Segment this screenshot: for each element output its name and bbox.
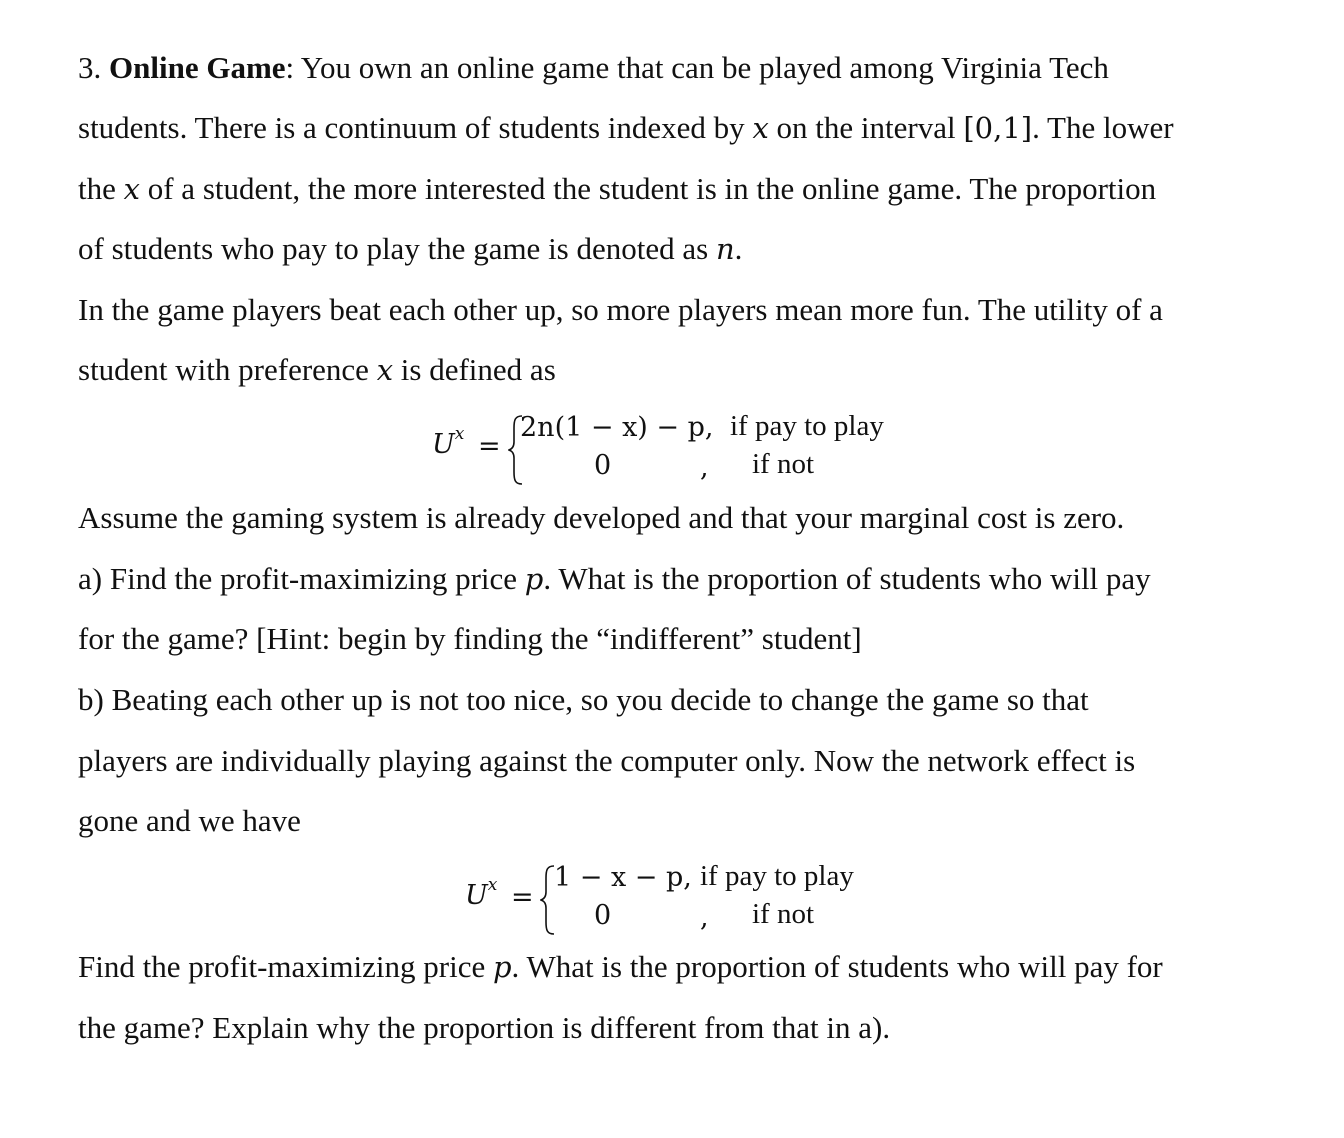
part-b-line-1: b) Beating each other up is not too nice, so you decide to change the game so that — [78, 682, 1089, 717]
problem-line-1: 3. Online Game: You own an online game that can be played among Virginia Tech — [78, 50, 1109, 85]
case1-expression: 1 − x − p, — [554, 862, 692, 893]
problem-title: Online Game — [109, 50, 286, 85]
math-var-p: p — [524, 562, 544, 596]
problem-line-2: students. There is a continuum of students indexed by x on the interval [0,1]. The lower — [78, 110, 1174, 145]
assumption-text: Assume the gaming system is already developed and that your marginal cost is zero. — [78, 500, 1125, 535]
case1-condition: if pay to play — [700, 860, 854, 892]
closing-line-2: the game? Explain why the proportion is different from that in a). — [78, 1010, 891, 1045]
part-b-line-2: players are individually playing against the computer only. Now the network effect is — [78, 743, 1136, 778]
part-b-line-3: gone and we have — [78, 803, 301, 838]
math-var-x: x — [752, 111, 769, 145]
case2-expression: 0 — [594, 900, 612, 931]
case2-separator: , — [700, 902, 709, 933]
problem-line-5: In the game players beat each other up, so more players mean more fun. The utility of a — [78, 292, 1163, 327]
problem-number: 3. — [78, 50, 109, 85]
equation-lhs: $U^x$ — [465, 875, 498, 911]
equation-equals: = — [478, 431, 501, 462]
problem-line-6: student with preference x is defined as — [78, 352, 556, 387]
math-var-p: p — [492, 950, 512, 984]
math-interval: [0,1] — [963, 111, 1033, 145]
math-var-x: x — [123, 172, 140, 206]
closing-line-1: Find the profit-maximizing price p. What is the proportion of students who will pay for — [78, 949, 1163, 984]
part-a-line-1: a) Find the profit-maximizing price p. What is the proportion of students who will pay — [78, 561, 1151, 596]
case2-condition: if not — [752, 898, 815, 930]
problem-line-3: the x of a student, the more interested the student is in the online game. The proportion — [78, 171, 1157, 206]
equation-equals: = — [511, 882, 534, 913]
case2-condition: if not — [752, 448, 815, 480]
equation-lhs: $U^x$ — [432, 424, 465, 460]
problem-line-4: of students who pay to play the game is denoted as n. — [78, 231, 743, 266]
case2-expression: 0 — [594, 450, 612, 481]
case1-condition: if pay to play — [730, 410, 884, 442]
math-var-x: x — [376, 353, 394, 387]
case2-separator: , — [700, 452, 709, 483]
part-a-line-2: for the game? [Hint: begin by finding the “indifferent” student] — [78, 621, 862, 656]
case1-expression: 2n(1 − x) − p, — [520, 412, 714, 443]
math-var-n: n — [715, 232, 735, 266]
